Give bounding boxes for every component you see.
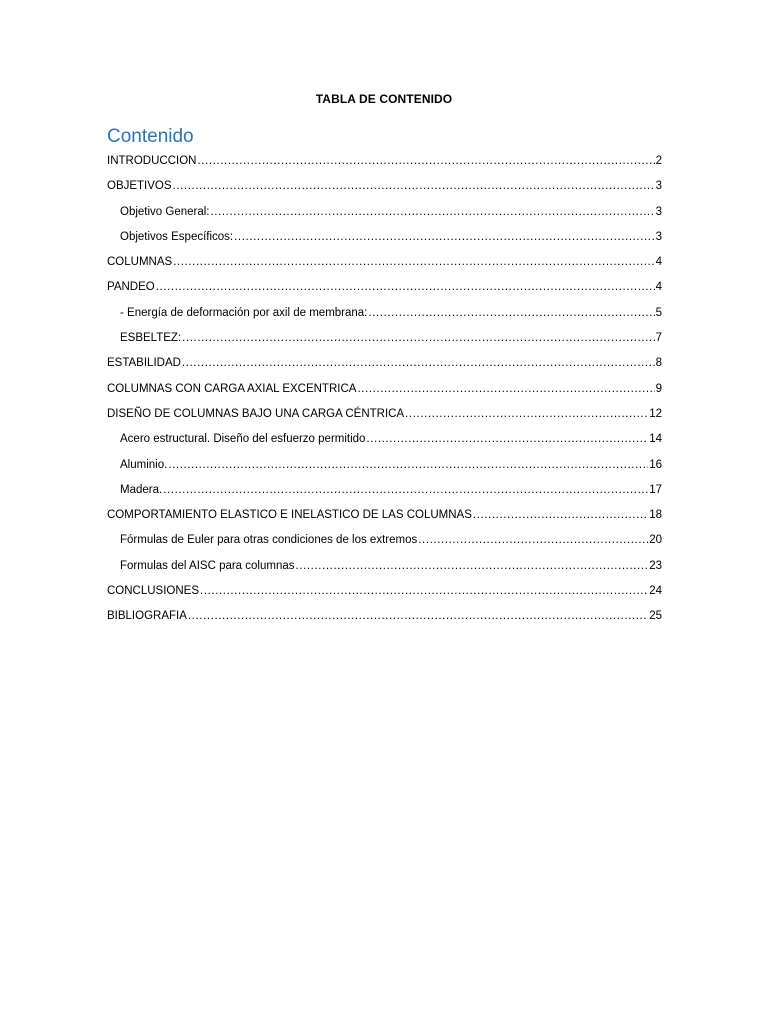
toc-heading: Contenido [107,126,194,147]
toc-entry[interactable] [107,607,662,632]
toc-dot-leader [182,354,655,372]
toc-dot-leader [366,430,648,448]
toc-entry-label[interactable]: Madera. [120,483,163,496]
toc-entry-label[interactable]: ESBELTEZ: [120,332,182,345]
toc-entry-page-number[interactable]: 3 [655,180,662,193]
toc-entry-page-number[interactable]: 23 [649,559,662,572]
toc-entry-page-number[interactable]: 2 [655,155,662,167]
toc-dot-leader [405,405,648,423]
toc-dot-leader [418,531,648,549]
toc-entry-page-number[interactable]: 20 [649,534,662,547]
toc-entry[interactable] [107,228,662,253]
toc-entry-label[interactable]: OBJETIVOS [107,180,172,193]
toc-entry-page-number[interactable]: 4 [655,281,662,294]
toc-dot-leader [473,506,648,524]
toc-dot-leader [296,557,649,575]
toc-dot-leader [163,481,648,499]
toc-dot-leader [182,329,654,347]
toc-entry-label[interactable]: Objetivos Específicos: [120,230,234,243]
toc-dot-leader [173,177,655,195]
toc-dot-leader [173,253,654,271]
toc-entry[interactable] [107,304,662,329]
toc-entry-label[interactable]: COLUMNAS [107,256,173,269]
toc-entry-label[interactable]: CONCLUSIONES [107,585,200,598]
toc-entry-label[interactable]: Formulas del AISC para columnas [120,559,295,572]
toc-entry-page-number[interactable]: 8 [655,357,662,370]
toc-entry-label[interactable]: Fórmulas de Euler para otras condiciones de los extremos [120,534,418,547]
document-title: TABLA DE CONTENIDO [315,92,453,106]
toc-entry[interactable] [107,481,662,506]
toc-entry-label[interactable]: PANDEO [107,281,155,294]
toc-entry[interactable] [107,152,662,177]
toc-entry[interactable] [107,354,662,379]
toc-entry[interactable] [107,506,662,531]
toc-entry[interactable] [107,380,662,405]
toc-entry-page-number[interactable]: 7 [655,332,662,345]
toc-entry-page-number[interactable]: 4 [655,256,662,269]
toc-dot-leader [168,456,648,474]
toc-entry[interactable] [107,531,662,556]
toc-dot-leader [188,607,648,625]
toc-entry-label[interactable]: ESTABILIDAD [107,357,181,370]
toc-entry[interactable] [107,582,662,607]
toc-dot-leader [234,228,654,246]
table-of-contents [107,152,662,633]
toc-entry[interactable] [107,203,662,228]
toc-entry-page-number[interactable]: 12 [649,407,662,420]
toc-entry[interactable] [107,253,662,278]
toc-entry[interactable] [107,329,662,354]
toc-entry-label[interactable]: Aluminio. [120,458,168,471]
toc-entry[interactable] [107,456,662,481]
toc-entry[interactable] [107,405,662,430]
toc-entry-label[interactable]: Objetivo General: [120,205,210,218]
toc-entry-label[interactable]: Acero estructural. Diseño del esfuerzo permitido [120,433,366,446]
toc-entry-page-number[interactable]: 18 [649,509,662,522]
toc-entry-page-number[interactable]: 16 [649,458,662,471]
toc-entry[interactable] [107,430,662,455]
toc-entry-page-number[interactable]: 5 [655,306,662,319]
toc-entry-page-number[interactable]: 25 [649,610,662,623]
toc-entry-label[interactable]: BIBLIOGRAFIA [107,610,187,623]
toc-entry-label[interactable]: COLUMNAS CON CARGA AXIAL EXCENTRICA [107,382,357,395]
toc-dot-leader [156,278,655,296]
toc-entry-page-number[interactable]: 14 [649,433,662,446]
toc-dot-leader [357,380,654,398]
toc-entry-page-number[interactable]: 9 [655,382,662,395]
toc-entry-page-number[interactable]: 3 [655,205,662,218]
toc-entry-label[interactable]: COMPORTAMIENTO ELASTICO E INELASTICO DE LAS COLUMNAS [107,509,472,522]
toc-entry[interactable] [107,177,662,202]
toc-entry-page-number[interactable]: 17 [649,483,662,496]
toc-entry-label[interactable]: INTRODUCCION [107,155,197,167]
toc-entry[interactable] [107,557,662,582]
toc-dot-leader [197,152,654,170]
toc-entry[interactable] [107,278,662,303]
toc-entry-label[interactable]: DISEÑO DE COLUMNAS BAJO UNA CARGA CÉNTRICA [107,407,405,420]
toc-dot-leader [200,582,648,600]
toc-dot-leader [368,304,654,322]
toc-entry-page-number[interactable]: 24 [649,585,662,598]
toc-entry-label[interactable]: - Energía de deformación por axil de membrana: [120,306,368,319]
toc-dot-leader [211,203,655,221]
toc-entry-page-number[interactable]: 3 [655,230,662,243]
